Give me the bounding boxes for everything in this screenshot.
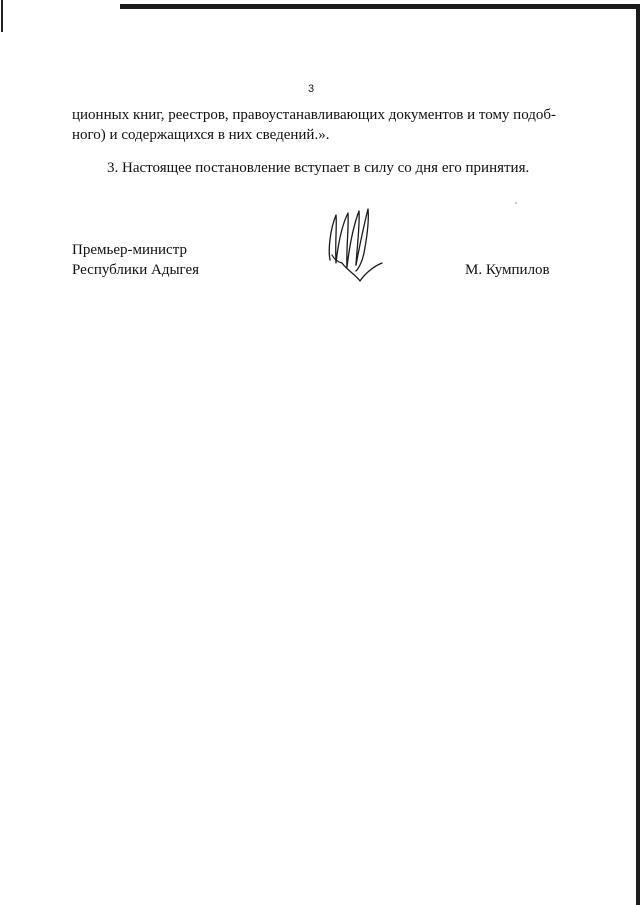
signer-name: М. Кумпилов — [465, 262, 550, 278]
handwritten-signature-icon — [322, 205, 392, 290]
paragraph-line: ционных книг, реестров, правоустанавливающих документов и тому подоб- — [72, 107, 557, 123]
paragraph-line: ного) и содержащихся в них сведений.». — [72, 127, 330, 143]
continuation-paragraph — [72, 105, 557, 145]
clause-3-paragraph — [107, 158, 557, 178]
clause-3-text: 3. Настоящее постановление вступает в силу со дня его принятия. — [107, 160, 530, 176]
signatory-title-line: Республики Адыгея — [72, 262, 200, 278]
scan-border-top — [120, 4, 640, 9]
signatory-title-line: Премьер-министр — [72, 242, 187, 258]
scan-border-right — [636, 4, 640, 905]
scan-border-left — [1, 0, 3, 32]
signatory-title — [72, 240, 199, 280]
page-number: 3 — [307, 83, 315, 95]
scan-speck — [515, 202, 517, 204]
